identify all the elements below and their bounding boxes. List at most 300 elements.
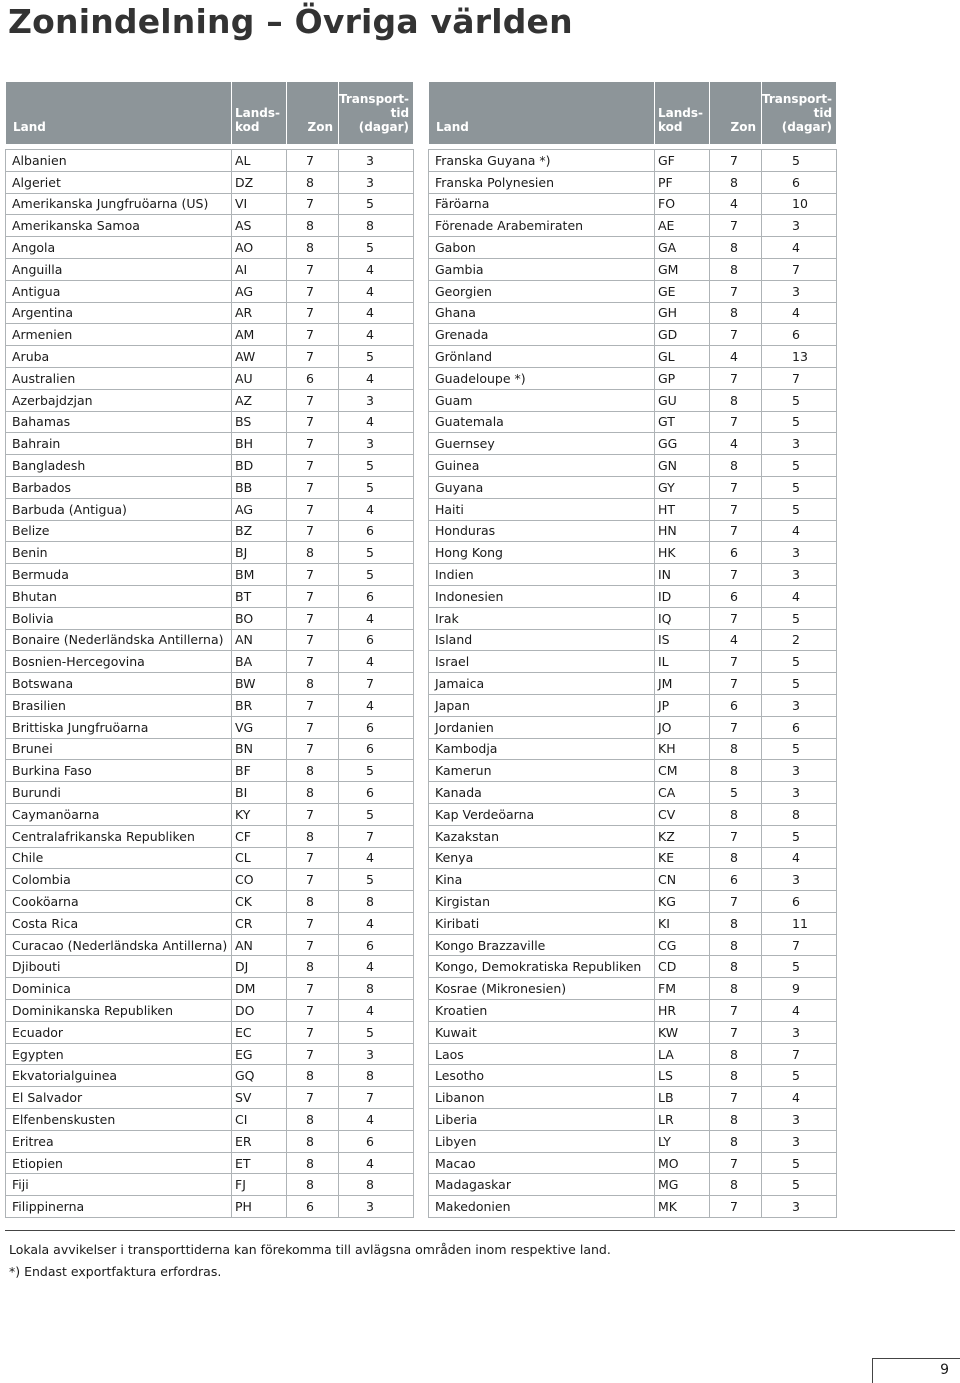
header-land: Land [6, 82, 232, 145]
table-row [429, 607, 837, 629]
country-code: FM [655, 978, 710, 1000]
table-row [6, 673, 414, 695]
table-row [6, 237, 414, 259]
transport-days: 4 [762, 1087, 837, 1109]
transport-days: 3 [339, 150, 414, 172]
transport-days: 3 [762, 694, 837, 716]
transport-days: 7 [762, 367, 837, 389]
country-name: Kroatien [429, 1000, 655, 1022]
transport-days: 3 [762, 1109, 837, 1131]
zone-value: 6 [710, 585, 762, 607]
country-name: Bonaire (Nederländska Antillerna) [6, 629, 232, 651]
country-code: BI [232, 782, 287, 804]
country-name: Brunei [6, 738, 232, 760]
table-row [429, 171, 837, 193]
zone-value: 7 [287, 476, 339, 498]
transport-days: 9 [762, 978, 837, 1000]
transport-days: 5 [339, 346, 414, 368]
zone-value: 7 [710, 324, 762, 346]
table-row [6, 607, 414, 629]
transport-days: 5 [762, 389, 837, 411]
country-name: Libanon [429, 1087, 655, 1109]
country-code: CO [232, 869, 287, 891]
table-row [429, 433, 837, 455]
transport-days: 6 [339, 629, 414, 651]
page-number-box [872, 1358, 960, 1383]
country-name: Honduras [429, 520, 655, 542]
table-row [429, 1130, 837, 1152]
zone-value: 7 [287, 1043, 339, 1065]
zone-value: 7 [710, 1087, 762, 1109]
country-name: Jamaica [429, 673, 655, 695]
country-code: GY [655, 476, 710, 498]
country-code: VI [232, 193, 287, 215]
zone-value: 8 [710, 1130, 762, 1152]
country-code: DO [232, 1000, 287, 1022]
zone-value: 8 [287, 673, 339, 695]
zone-value: 8 [710, 912, 762, 934]
country-name: Haiti [429, 498, 655, 520]
country-code: BR [232, 694, 287, 716]
table-row [429, 978, 837, 1000]
table-row [429, 498, 837, 520]
header-transporttid: Transport- tid (dagar) [339, 82, 414, 145]
country-code: CV [655, 803, 710, 825]
table-row [6, 803, 414, 825]
country-name: Bolivia [6, 607, 232, 629]
zone-value: 6 [287, 1196, 339, 1218]
table-row [6, 258, 414, 280]
transport-days: 4 [339, 847, 414, 869]
table-row [429, 389, 837, 411]
transport-days: 7 [339, 1087, 414, 1109]
transport-days: 3 [762, 564, 837, 586]
table-row [429, 738, 837, 760]
transport-days: 5 [762, 476, 837, 498]
zone-value: 7 [287, 1021, 339, 1043]
transport-days: 5 [762, 498, 837, 520]
country-name: Costa Rica [6, 912, 232, 934]
zone-value: 8 [287, 1109, 339, 1131]
country-code: BO [232, 607, 287, 629]
country-code: VG [232, 716, 287, 738]
zone-value: 4 [710, 629, 762, 651]
zone-value: 6 [710, 694, 762, 716]
country-name: Japan [429, 694, 655, 716]
transport-days: 5 [339, 193, 414, 215]
table-row [6, 520, 414, 542]
table-row [6, 346, 414, 368]
country-code: CG [655, 934, 710, 956]
country-code: BH [232, 433, 287, 455]
country-name: Förenade Arabemiraten [429, 215, 655, 237]
zone-value: 7 [287, 934, 339, 956]
country-code: GH [655, 302, 710, 324]
table-row [6, 433, 414, 455]
country-name: Indonesien [429, 585, 655, 607]
transport-days: 3 [762, 1130, 837, 1152]
transport-days: 4 [339, 651, 414, 673]
footnote-transport: Lokala avvikelser i transporttiderna kan förekomma till avlägsna områden inom respektive land. [9, 1242, 611, 1257]
transport-days: 5 [339, 564, 414, 586]
table-row [6, 891, 414, 913]
transport-days: 5 [762, 1174, 837, 1196]
zone-value: 8 [710, 760, 762, 782]
country-name: Libyen [429, 1130, 655, 1152]
zone-value: 7 [710, 476, 762, 498]
transport-days: 5 [339, 237, 414, 259]
table-row [6, 564, 414, 586]
zone-value: 7 [287, 912, 339, 934]
table-row [429, 934, 837, 956]
zone-table-right [428, 81, 837, 1218]
transport-days: 5 [762, 738, 837, 760]
country-code: JP [655, 694, 710, 716]
zone-value: 8 [710, 455, 762, 477]
country-code: HN [655, 520, 710, 542]
table-row [429, 1000, 837, 1022]
country-name: Kazakstan [429, 825, 655, 847]
table-row [6, 324, 414, 346]
country-code: GD [655, 324, 710, 346]
zone-value: 7 [287, 346, 339, 368]
zone-value: 7 [287, 803, 339, 825]
transport-days: 6 [339, 1130, 414, 1152]
zone-value: 5 [710, 782, 762, 804]
footnote-export: *) Endast exportfaktura erfordras. [9, 1264, 222, 1279]
country-name: Kenya [429, 847, 655, 869]
table-row [429, 869, 837, 891]
zone-value: 7 [710, 215, 762, 237]
table-row [6, 629, 414, 651]
table-row [6, 498, 414, 520]
header-landskod: Lands- kod [232, 82, 287, 145]
transport-days: 8 [339, 215, 414, 237]
country-name: Centralafrikanska Republiken [6, 825, 232, 847]
transport-days: 8 [339, 1174, 414, 1196]
country-code: IL [655, 651, 710, 673]
country-name: Island [429, 629, 655, 651]
country-name: Guam [429, 389, 655, 411]
country-code: AU [232, 367, 287, 389]
zone-value: 8 [710, 1109, 762, 1131]
zone-value: 7 [287, 411, 339, 433]
table-row [6, 1000, 414, 1022]
country-code: LR [655, 1109, 710, 1131]
transport-days: 3 [762, 869, 837, 891]
transport-days: 4 [339, 1000, 414, 1022]
country-code: AI [232, 258, 287, 280]
country-code: KY [232, 803, 287, 825]
zone-table-left [5, 81, 414, 1218]
zone-value: 7 [287, 455, 339, 477]
table-row [6, 1065, 414, 1087]
table-row [429, 673, 837, 695]
table-row [429, 825, 837, 847]
country-code: AZ [232, 389, 287, 411]
country-name: Anguilla [6, 258, 232, 280]
transport-days: 7 [762, 1043, 837, 1065]
transport-days: 8 [762, 803, 837, 825]
table-row [429, 564, 837, 586]
zone-value: 7 [710, 891, 762, 913]
zone-value: 7 [287, 607, 339, 629]
transport-days: 6 [762, 171, 837, 193]
table-row [6, 760, 414, 782]
table-row [6, 150, 414, 172]
country-code: CN [655, 869, 710, 891]
table-row [6, 1196, 414, 1218]
country-name: Cooköarna [6, 891, 232, 913]
zone-value: 7 [710, 1152, 762, 1174]
country-name: Kosrae (Mikronesien) [429, 978, 655, 1000]
country-code: IS [655, 629, 710, 651]
country-name: Belize [6, 520, 232, 542]
transport-days: 3 [762, 433, 837, 455]
country-code: PF [655, 171, 710, 193]
transport-days: 5 [339, 1021, 414, 1043]
table-row [429, 760, 837, 782]
country-name: Grenada [429, 324, 655, 346]
table-row [429, 476, 837, 498]
zone-value: 7 [710, 564, 762, 586]
country-name: Ghana [429, 302, 655, 324]
country-code: GE [655, 280, 710, 302]
table-row [6, 869, 414, 891]
transport-days: 6 [762, 324, 837, 346]
table-row [6, 302, 414, 324]
country-code: FO [655, 193, 710, 215]
transport-days: 3 [339, 433, 414, 455]
zone-value: 7 [710, 1000, 762, 1022]
zone-value: 8 [287, 1130, 339, 1152]
zone-value: 6 [287, 367, 339, 389]
header-zon: Zon [710, 82, 762, 145]
country-name: Djibouti [6, 956, 232, 978]
zone-value: 7 [287, 324, 339, 346]
country-code: FJ [232, 1174, 287, 1196]
country-name: Australien [6, 367, 232, 389]
zone-value: 7 [710, 498, 762, 520]
zone-value: 7 [710, 280, 762, 302]
zone-value: 8 [710, 978, 762, 1000]
country-name: Franska Guyana *) [429, 150, 655, 172]
zone-value: 7 [287, 738, 339, 760]
country-name: Barbuda (Antigua) [6, 498, 232, 520]
table-row [429, 258, 837, 280]
table-row [429, 1109, 837, 1131]
zone-value: 4 [710, 433, 762, 455]
transport-days: 4 [339, 324, 414, 346]
country-code: LY [655, 1130, 710, 1152]
zone-value: 8 [710, 803, 762, 825]
country-code: GQ [232, 1065, 287, 1087]
zone-value: 8 [287, 956, 339, 978]
table-row [6, 1021, 414, 1043]
transport-days: 5 [762, 455, 837, 477]
table-row [429, 651, 837, 673]
table-row [429, 629, 837, 651]
country-code: BJ [232, 542, 287, 564]
zone-value: 7 [710, 411, 762, 433]
country-code: GL [655, 346, 710, 368]
country-code: KI [655, 912, 710, 934]
transport-days: 7 [339, 673, 414, 695]
country-name: Bhutan [6, 585, 232, 607]
zone-value: 7 [710, 825, 762, 847]
transport-days: 5 [762, 411, 837, 433]
country-code: BB [232, 476, 287, 498]
country-code: KG [655, 891, 710, 913]
transport-days: 8 [339, 891, 414, 913]
country-code: CK [232, 891, 287, 913]
zone-value: 8 [287, 1174, 339, 1196]
country-name: Benin [6, 542, 232, 564]
transport-days: 4 [339, 411, 414, 433]
country-name: Kirgistan [429, 891, 655, 913]
country-name: Franska Polynesien [429, 171, 655, 193]
zone-value: 7 [287, 280, 339, 302]
zone-value: 8 [710, 956, 762, 978]
country-code: DJ [232, 956, 287, 978]
table-row [6, 978, 414, 1000]
country-name: Kongo, Demokratiska Republiken [429, 956, 655, 978]
transport-days: 3 [762, 280, 837, 302]
transport-days: 13 [762, 346, 837, 368]
table-row [6, 716, 414, 738]
table-row [6, 1130, 414, 1152]
country-code: CA [655, 782, 710, 804]
zone-value: 7 [287, 258, 339, 280]
transport-days: 5 [762, 651, 837, 673]
table-row [429, 891, 837, 913]
country-name: Argentina [6, 302, 232, 324]
country-name: Algeriet [6, 171, 232, 193]
country-code: JO [655, 716, 710, 738]
transport-days: 3 [762, 782, 837, 804]
country-name: Angola [6, 237, 232, 259]
country-code: LS [655, 1065, 710, 1087]
country-code: KZ [655, 825, 710, 847]
table-row [429, 237, 837, 259]
transport-days: 4 [339, 956, 414, 978]
table-row [6, 1152, 414, 1174]
transport-days: 3 [762, 215, 837, 237]
country-name: Botswana [6, 673, 232, 695]
zone-value: 4 [710, 193, 762, 215]
zone-value: 7 [287, 585, 339, 607]
country-name: Liberia [429, 1109, 655, 1131]
table-header-row [429, 82, 837, 145]
table-row [6, 193, 414, 215]
country-name: Elfenbenskusten [6, 1109, 232, 1131]
table-row [6, 171, 414, 193]
transport-days: 3 [339, 171, 414, 193]
table-row [429, 455, 837, 477]
country-name: Burkina Faso [6, 760, 232, 782]
zone-value: 4 [710, 346, 762, 368]
table-row [429, 782, 837, 804]
country-name: Curacao (Nederländska Antillerna) [6, 934, 232, 956]
transport-days: 8 [339, 1065, 414, 1087]
table-row [6, 934, 414, 956]
country-name: Israel [429, 651, 655, 673]
table-row [6, 367, 414, 389]
country-name: Amerikanska Jungfruöarna (US) [6, 193, 232, 215]
country-name: Egypten [6, 1043, 232, 1065]
table-row [429, 1021, 837, 1043]
zone-value: 7 [710, 1196, 762, 1218]
transport-days: 4 [339, 280, 414, 302]
transport-days: 5 [339, 803, 414, 825]
transport-days: 3 [339, 1196, 414, 1218]
table-row [429, 956, 837, 978]
country-code: CL [232, 847, 287, 869]
table-row [6, 782, 414, 804]
zone-value: 7 [287, 716, 339, 738]
country-name: Caymanöarna [6, 803, 232, 825]
country-code: BW [232, 673, 287, 695]
zone-value: 7 [287, 694, 339, 716]
country-code: CR [232, 912, 287, 934]
zone-value: 7 [287, 564, 339, 586]
footer-divider [5, 1230, 955, 1231]
transport-days: 6 [339, 934, 414, 956]
country-code: MO [655, 1152, 710, 1174]
table-header-row [6, 82, 414, 145]
table-row [6, 1109, 414, 1131]
zone-value: 7 [710, 651, 762, 673]
zone-value: 7 [287, 629, 339, 651]
transport-days: 5 [339, 869, 414, 891]
zone-value: 8 [710, 738, 762, 760]
transport-days: 6 [339, 585, 414, 607]
zone-value: 7 [287, 978, 339, 1000]
transport-days: 5 [339, 455, 414, 477]
transport-days: 2 [762, 629, 837, 651]
table-row [429, 215, 837, 237]
country-name: Ekvatorialguinea [6, 1065, 232, 1087]
country-code: PH [232, 1196, 287, 1218]
table-row [6, 1174, 414, 1196]
page-number: 9 [940, 1362, 949, 1378]
table-row [429, 411, 837, 433]
zone-value: 7 [710, 607, 762, 629]
page-title: Zonindelning – Övriga världen [8, 2, 573, 41]
country-code: AW [232, 346, 287, 368]
table-row [429, 847, 837, 869]
transport-days: 4 [762, 585, 837, 607]
table-row [429, 542, 837, 564]
table-row [6, 215, 414, 237]
country-code: AR [232, 302, 287, 324]
country-name: Gabon [429, 237, 655, 259]
table-row [6, 738, 414, 760]
country-name: Eritrea [6, 1130, 232, 1152]
header-landskod: Lands- kod [655, 82, 710, 145]
country-name: Lesotho [429, 1065, 655, 1087]
country-name: Guinea [429, 455, 655, 477]
zone-value: 7 [287, 520, 339, 542]
transport-days: 4 [762, 847, 837, 869]
zone-value: 8 [710, 171, 762, 193]
header-land: Land [429, 82, 655, 145]
country-name: Makedonien [429, 1196, 655, 1218]
zone-value: 7 [287, 847, 339, 869]
country-code: AG [232, 280, 287, 302]
country-code: ID [655, 585, 710, 607]
country-name: Bosnien-Hercegovina [6, 651, 232, 673]
